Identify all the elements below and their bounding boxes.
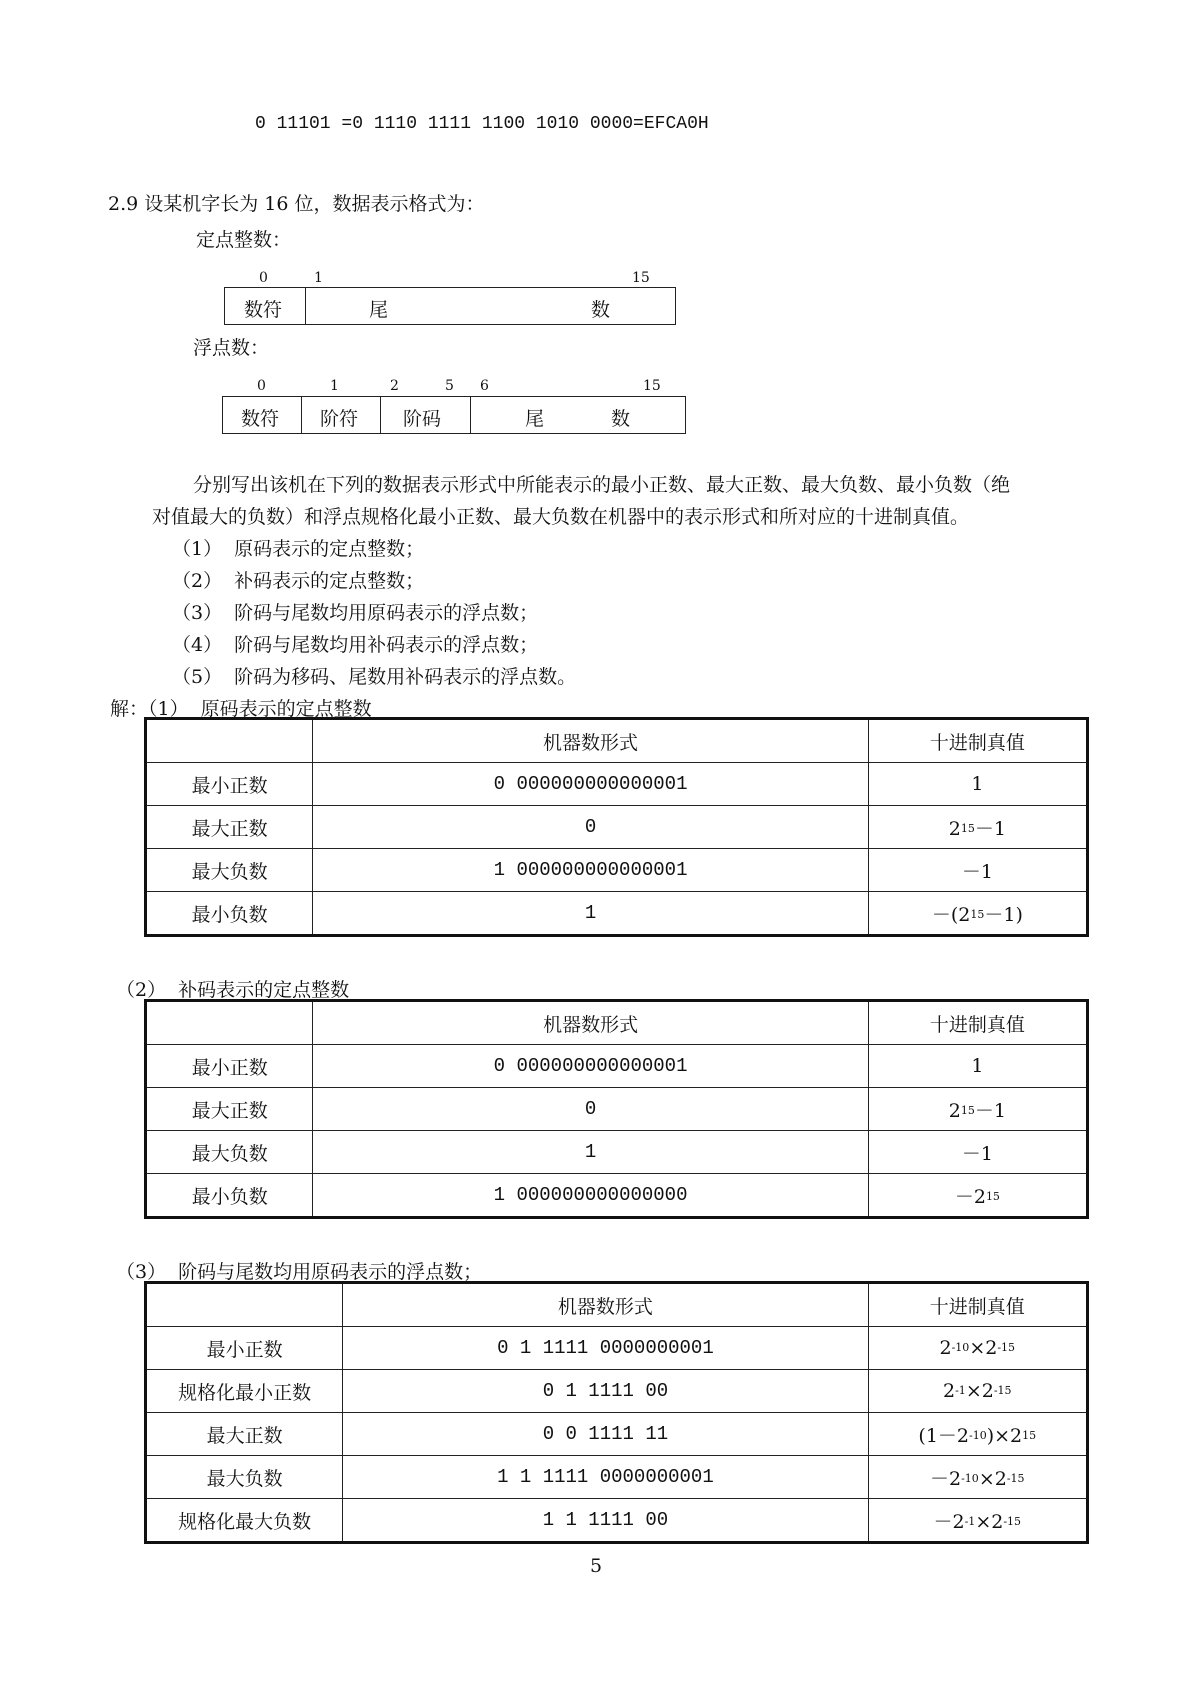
list-item: （3） 阶码与尾数均用原码表示的浮点数； bbox=[172, 602, 539, 624]
row-label: 最小正数 bbox=[146, 1327, 343, 1370]
machine-form: 0 bbox=[313, 806, 868, 849]
header-cell-empty bbox=[146, 1001, 313, 1045]
value-part: 2 bbox=[939, 1337, 952, 1359]
section-title: 解：（1） 原码表示的定点整数 bbox=[110, 698, 372, 720]
value-part: －1 bbox=[974, 1099, 1006, 1122]
row-label: 最小正数 bbox=[146, 1045, 313, 1088]
table-row bbox=[146, 1413, 1088, 1456]
cell-divider bbox=[305, 288, 306, 324]
decimal-value bbox=[868, 1413, 1087, 1456]
header-cell: 十进制真值 bbox=[868, 719, 1087, 763]
machine-form: 1 000000000000000 bbox=[313, 1174, 868, 1218]
table-sign-magnitude-fixed bbox=[144, 717, 1089, 937]
header-cell: 机器数形式 bbox=[313, 719, 868, 763]
table-row bbox=[146, 763, 1088, 806]
value-part: ×2 bbox=[969, 1337, 998, 1359]
bit-index: 5 bbox=[445, 378, 454, 394]
row-label: 最小负数 bbox=[146, 892, 313, 936]
table-header-row bbox=[146, 719, 1088, 763]
row-label: 规格化最大负数 bbox=[146, 1499, 343, 1543]
machine-form: 1 bbox=[313, 1131, 868, 1174]
list-item: （1） 原码表示的定点整数； bbox=[172, 538, 425, 560]
fixed-point-format-box bbox=[224, 287, 676, 325]
header-cell: 十进制真值 bbox=[868, 1001, 1087, 1045]
row-label: 最大负数 bbox=[146, 1131, 313, 1174]
row-label: 规格化最小正数 bbox=[146, 1370, 343, 1413]
exponent: -1 bbox=[964, 1514, 976, 1528]
floating-point-format-box bbox=[222, 396, 686, 434]
cell-divider bbox=[470, 397, 471, 433]
table-row bbox=[146, 849, 1088, 892]
exponent: 15 bbox=[960, 1103, 975, 1117]
table-row bbox=[146, 1045, 1088, 1088]
row-label: 最大负数 bbox=[146, 1456, 343, 1499]
value-part: 2 bbox=[943, 1380, 956, 1402]
problem-title: 2.9 设某机字长为 16 位，数据表示格式为： bbox=[108, 193, 485, 215]
exponent: -15 bbox=[1003, 1514, 1022, 1528]
table-header-row bbox=[146, 1001, 1088, 1045]
machine-form: 1 000000000000001 bbox=[313, 849, 868, 892]
exponent: 15 bbox=[960, 821, 975, 835]
row-label: 最大正数 bbox=[146, 806, 313, 849]
decimal-value bbox=[868, 1456, 1087, 1499]
decimal-value bbox=[868, 1327, 1087, 1370]
value-part: ×2 bbox=[965, 1380, 994, 1402]
table-twos-complement-fixed bbox=[144, 999, 1089, 1219]
decimal-value bbox=[868, 1174, 1087, 1218]
floating-point-label: 浮点数： bbox=[193, 337, 270, 359]
mantissa-cell: 尾 bbox=[369, 299, 389, 321]
value-part: －1 bbox=[974, 817, 1006, 840]
bit-index: 2 bbox=[390, 378, 399, 394]
decimal-value: 1 bbox=[868, 1045, 1087, 1088]
table-row bbox=[146, 1131, 1088, 1174]
section-title: （3） 阶码与尾数均用原码表示的浮点数； bbox=[116, 1261, 483, 1283]
paragraph-line: 对值最大的负数）和浮点规格化最小正数、最大负数在机器中的表示形式和所对应的十进制真值。 bbox=[152, 506, 970, 528]
value-part: －(2 bbox=[931, 903, 971, 926]
table-row bbox=[146, 1327, 1088, 1370]
exponent: -15 bbox=[993, 1384, 1012, 1397]
table-row bbox=[146, 1088, 1088, 1131]
exponent: -10 bbox=[969, 1428, 987, 1442]
exponent: 15 bbox=[985, 1189, 1000, 1203]
machine-form: 1 1 1111 0000000001 bbox=[343, 1456, 868, 1499]
list-item: （5） 阶码为移码、尾数用补码表示的浮点数。 bbox=[172, 666, 577, 688]
decimal-value bbox=[868, 1088, 1087, 1131]
cell-divider bbox=[301, 397, 302, 433]
list-item: （2） 补码表示的定点整数； bbox=[172, 570, 425, 592]
decimal-value bbox=[868, 1370, 1087, 1413]
header-cell: 十进制真值 bbox=[868, 1283, 1087, 1327]
table-row bbox=[146, 1499, 1088, 1543]
exponent-sign-cell: 阶符 bbox=[320, 408, 359, 430]
value-part: －2 bbox=[933, 1510, 965, 1533]
decimal-value bbox=[868, 1499, 1087, 1543]
section-title: （2） 补码表示的定点整数 bbox=[116, 979, 350, 1001]
bit-index: 1 bbox=[314, 270, 323, 286]
table-header-row bbox=[146, 1283, 1088, 1327]
machine-form: 0 0 1111 11 bbox=[343, 1413, 868, 1456]
exponent: -15 bbox=[997, 1341, 1016, 1354]
mantissa-cell: 数 bbox=[591, 299, 611, 321]
machine-form: 0 000000000000001 bbox=[313, 763, 868, 806]
header-cell: 机器数形式 bbox=[343, 1283, 868, 1327]
value-part: ×2 bbox=[978, 1467, 1007, 1490]
bit-index: 15 bbox=[643, 378, 661, 394]
machine-form: 0 1 1111 00 bbox=[343, 1370, 868, 1413]
sign-cell: 数符 bbox=[244, 299, 283, 321]
list-item: （4） 阶码与尾数均用补码表示的浮点数； bbox=[172, 634, 539, 656]
table-row bbox=[146, 806, 1088, 849]
value-part: 2 bbox=[948, 1099, 961, 1122]
decimal-value bbox=[868, 892, 1087, 936]
bit-index: 6 bbox=[480, 378, 489, 394]
header-cell-empty bbox=[146, 719, 313, 763]
machine-form: 1 bbox=[313, 892, 868, 936]
value-part: －2 bbox=[954, 1185, 986, 1208]
header-cell-empty bbox=[146, 1283, 343, 1327]
header-cell: 机器数形式 bbox=[313, 1001, 868, 1045]
decimal-value: －1 bbox=[868, 1131, 1087, 1174]
bit-index: 0 bbox=[257, 378, 266, 394]
bit-index: 1 bbox=[330, 378, 339, 394]
machine-form: 1 1 1111 00 bbox=[343, 1499, 868, 1543]
table-row bbox=[146, 1456, 1088, 1499]
value-part: (1－2 bbox=[918, 1424, 969, 1447]
machine-form: 0 bbox=[313, 1088, 868, 1131]
exponent: 15 bbox=[1022, 1428, 1037, 1442]
row-label: 最大负数 bbox=[146, 849, 313, 892]
value-part: －2 bbox=[930, 1467, 962, 1490]
machine-form: 0 1 1111 0000000001 bbox=[343, 1327, 868, 1370]
mantissa-cell: 尾 bbox=[525, 408, 545, 430]
row-label: 最大正数 bbox=[146, 1088, 313, 1131]
exponent: -10 bbox=[951, 1341, 970, 1354]
paragraph-line: 分别写出该机在下列的数据表示形式中所能表示的最小正数、最大正数、最大负数、最小负数（绝 bbox=[193, 474, 1011, 496]
exponent: -10 bbox=[961, 1471, 979, 1485]
fixed-point-label: 定点整数： bbox=[196, 229, 292, 251]
exponent: -1 bbox=[955, 1384, 966, 1397]
hex-conversion-line: 0 11101 =0 1110 1111 1100 1010 0000=EFCA0H bbox=[255, 114, 709, 134]
exponent-cell: 阶码 bbox=[403, 408, 442, 430]
table-row bbox=[146, 1174, 1088, 1218]
page-number: 5 bbox=[590, 1555, 603, 1577]
sign-cell: 数符 bbox=[241, 408, 280, 430]
decimal-value: 1 bbox=[868, 763, 1087, 806]
cell-divider bbox=[380, 397, 381, 433]
table-row bbox=[146, 892, 1088, 936]
row-label: 最小正数 bbox=[146, 763, 313, 806]
table-sign-magnitude-float bbox=[144, 1281, 1089, 1544]
value-part: )×2 bbox=[986, 1424, 1023, 1447]
row-label: 最小负数 bbox=[146, 1174, 313, 1218]
machine-form: 0 000000000000001 bbox=[313, 1045, 868, 1088]
value-part: 2 bbox=[948, 817, 961, 840]
value-part: ×2 bbox=[975, 1510, 1004, 1533]
decimal-value bbox=[868, 806, 1087, 849]
bit-index: 15 bbox=[632, 270, 650, 286]
exponent: 15 bbox=[970, 907, 985, 921]
mantissa-cell: 数 bbox=[611, 408, 631, 430]
table-row bbox=[146, 1370, 1088, 1413]
exponent: -15 bbox=[1006, 1471, 1025, 1485]
bit-index: 0 bbox=[259, 270, 268, 286]
value-part: －1) bbox=[984, 903, 1023, 926]
decimal-value: －1 bbox=[868, 849, 1087, 892]
row-label: 最大正数 bbox=[146, 1413, 343, 1456]
